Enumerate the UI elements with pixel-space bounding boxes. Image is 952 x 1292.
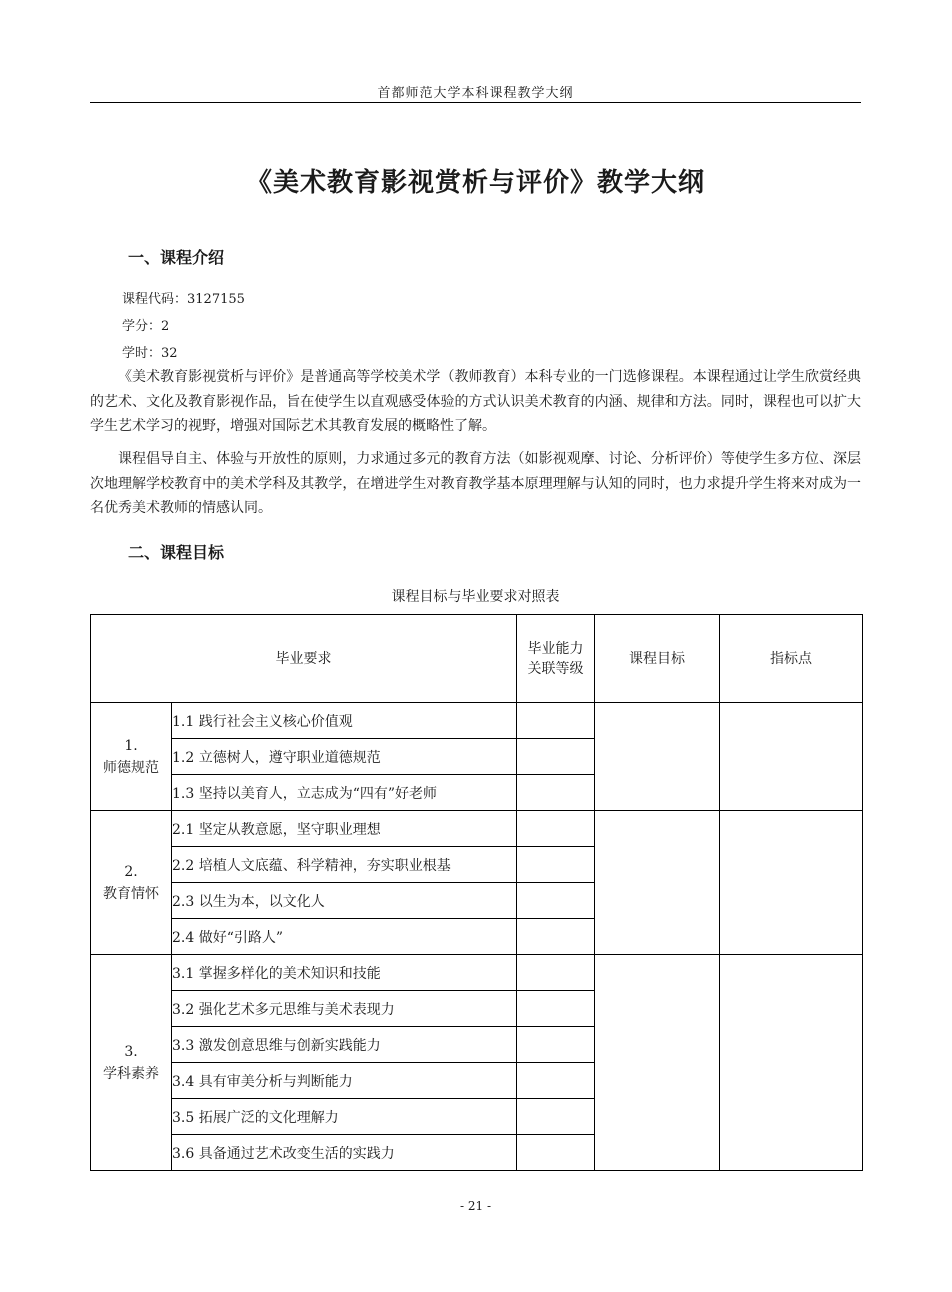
intro-paragraph-1: 《美术教育影视赏析与评价》是普通高等学校美术学（教师教育）本科专业的一门选修课程。本课程通过让学生欣赏经典的艺术、文化及教育影视作品，旨在使学生以直观感受体验的方式认识美术教育的内涵、规律和方法。同时，课程也可以扩大学生艺术学习的视野，增强对国际艺术其教育发展的概略性了解。 bbox=[90, 369, 861, 434]
header-level bbox=[517, 615, 595, 703]
requirement-item: 2.4 做好“引路人” bbox=[172, 919, 517, 955]
header-level-line1: 毕业能力 bbox=[527, 640, 584, 657]
requirement-item: 2.1 坚定从教意愿，坚守职业理想 bbox=[172, 811, 517, 847]
level-cell bbox=[517, 991, 595, 1027]
course-code: 课程代码：3127155 bbox=[122, 292, 245, 307]
group-name: 教育情怀 bbox=[103, 885, 159, 902]
level-cell bbox=[517, 1135, 595, 1171]
requirement-item: 3.3 激发创意思维与创新实践能力 bbox=[172, 1027, 517, 1063]
requirement-item: 1.1 践行社会主义核心价值观 bbox=[172, 703, 517, 739]
indicator-cell bbox=[720, 811, 863, 955]
group-number: 2. bbox=[124, 863, 138, 880]
header-objective: 课程目标 bbox=[595, 615, 720, 703]
requirement-item: 3.4 具有审美分析与判断能力 bbox=[172, 1063, 517, 1099]
level-cell bbox=[517, 1063, 595, 1099]
group-number: 1. bbox=[124, 737, 138, 754]
level-cell bbox=[517, 775, 595, 811]
requirement-item: 3.6 具备通过艺术改变生活的实践力 bbox=[172, 1135, 517, 1171]
table-caption: 课程目标与毕业要求对照表 bbox=[391, 589, 560, 605]
requirement-item: 3.1 掌握多样化的美术知识和技能 bbox=[172, 955, 517, 991]
indicator-cell bbox=[720, 703, 863, 811]
objective-cell bbox=[595, 955, 720, 1171]
level-cell bbox=[517, 919, 595, 955]
requirements-table bbox=[90, 614, 863, 1171]
objective-cell bbox=[595, 703, 720, 811]
level-cell bbox=[517, 1099, 595, 1135]
level-cell bbox=[517, 811, 595, 847]
requirement-item: 1.2 立德树人，遵守职业道德规范 bbox=[172, 739, 517, 775]
table-row bbox=[91, 811, 863, 847]
header-level-line2: 关联等级 bbox=[527, 660, 584, 677]
level-cell bbox=[517, 703, 595, 739]
course-hours: 学时：32 bbox=[122, 346, 178, 361]
requirement-item: 3.5 拓展广泛的文化理解力 bbox=[172, 1099, 517, 1135]
requirement-item: 1.3 坚持以美育人，立志成为“四有”好老师 bbox=[172, 775, 517, 811]
group-cell bbox=[91, 955, 172, 1171]
group-cell bbox=[91, 703, 172, 811]
level-cell bbox=[517, 955, 595, 991]
level-cell bbox=[517, 1027, 595, 1063]
course-credit: 学分：2 bbox=[122, 319, 170, 334]
indicator-cell bbox=[720, 955, 863, 1171]
requirement-item: 2.3 以生为本，以文化人 bbox=[172, 883, 517, 919]
page-number: - 21 - bbox=[459, 1199, 491, 1213]
table-row bbox=[91, 955, 863, 991]
table-row bbox=[91, 703, 863, 739]
running-header: 首都师范大学本科课程教学大纲 bbox=[377, 86, 574, 101]
section-heading-intro: 一、课程介绍 bbox=[128, 248, 225, 267]
section-heading-objectives: 二、课程目标 bbox=[128, 543, 225, 562]
objective-cell bbox=[595, 811, 720, 955]
level-cell bbox=[517, 739, 595, 775]
group-name: 师德规范 bbox=[103, 759, 159, 776]
intro-paragraph-2: 课程倡导自主、体验与开放性的原则，力求通过多元的教育方法（如影视观摩、讨论、分析评价）等使学生多方位、深层次地理解学校教育中的美术学科及其教学，在增进学生对教育教学基本原理理解与认知的同时，也力求提升学生将来对成为一名优秀美术教师的情感认同。 bbox=[90, 451, 861, 516]
requirement-item: 3.2 强化艺术多元思维与美术表现力 bbox=[172, 991, 517, 1027]
header-indicator: 指标点 bbox=[720, 615, 863, 703]
header-rule bbox=[90, 102, 861, 103]
document-title: 《美术教育影视赏析与评价》教学大纲 bbox=[245, 168, 705, 198]
level-cell bbox=[517, 847, 595, 883]
group-number: 3. bbox=[124, 1043, 138, 1060]
requirement-item: 2.2 培植人文底蕴、科学精神，夯实职业根基 bbox=[172, 847, 517, 883]
level-cell bbox=[517, 883, 595, 919]
group-cell bbox=[91, 811, 172, 955]
group-name: 学科素养 bbox=[103, 1065, 159, 1082]
table-header-row bbox=[91, 615, 863, 703]
header-requirement: 毕业要求 bbox=[91, 615, 517, 703]
